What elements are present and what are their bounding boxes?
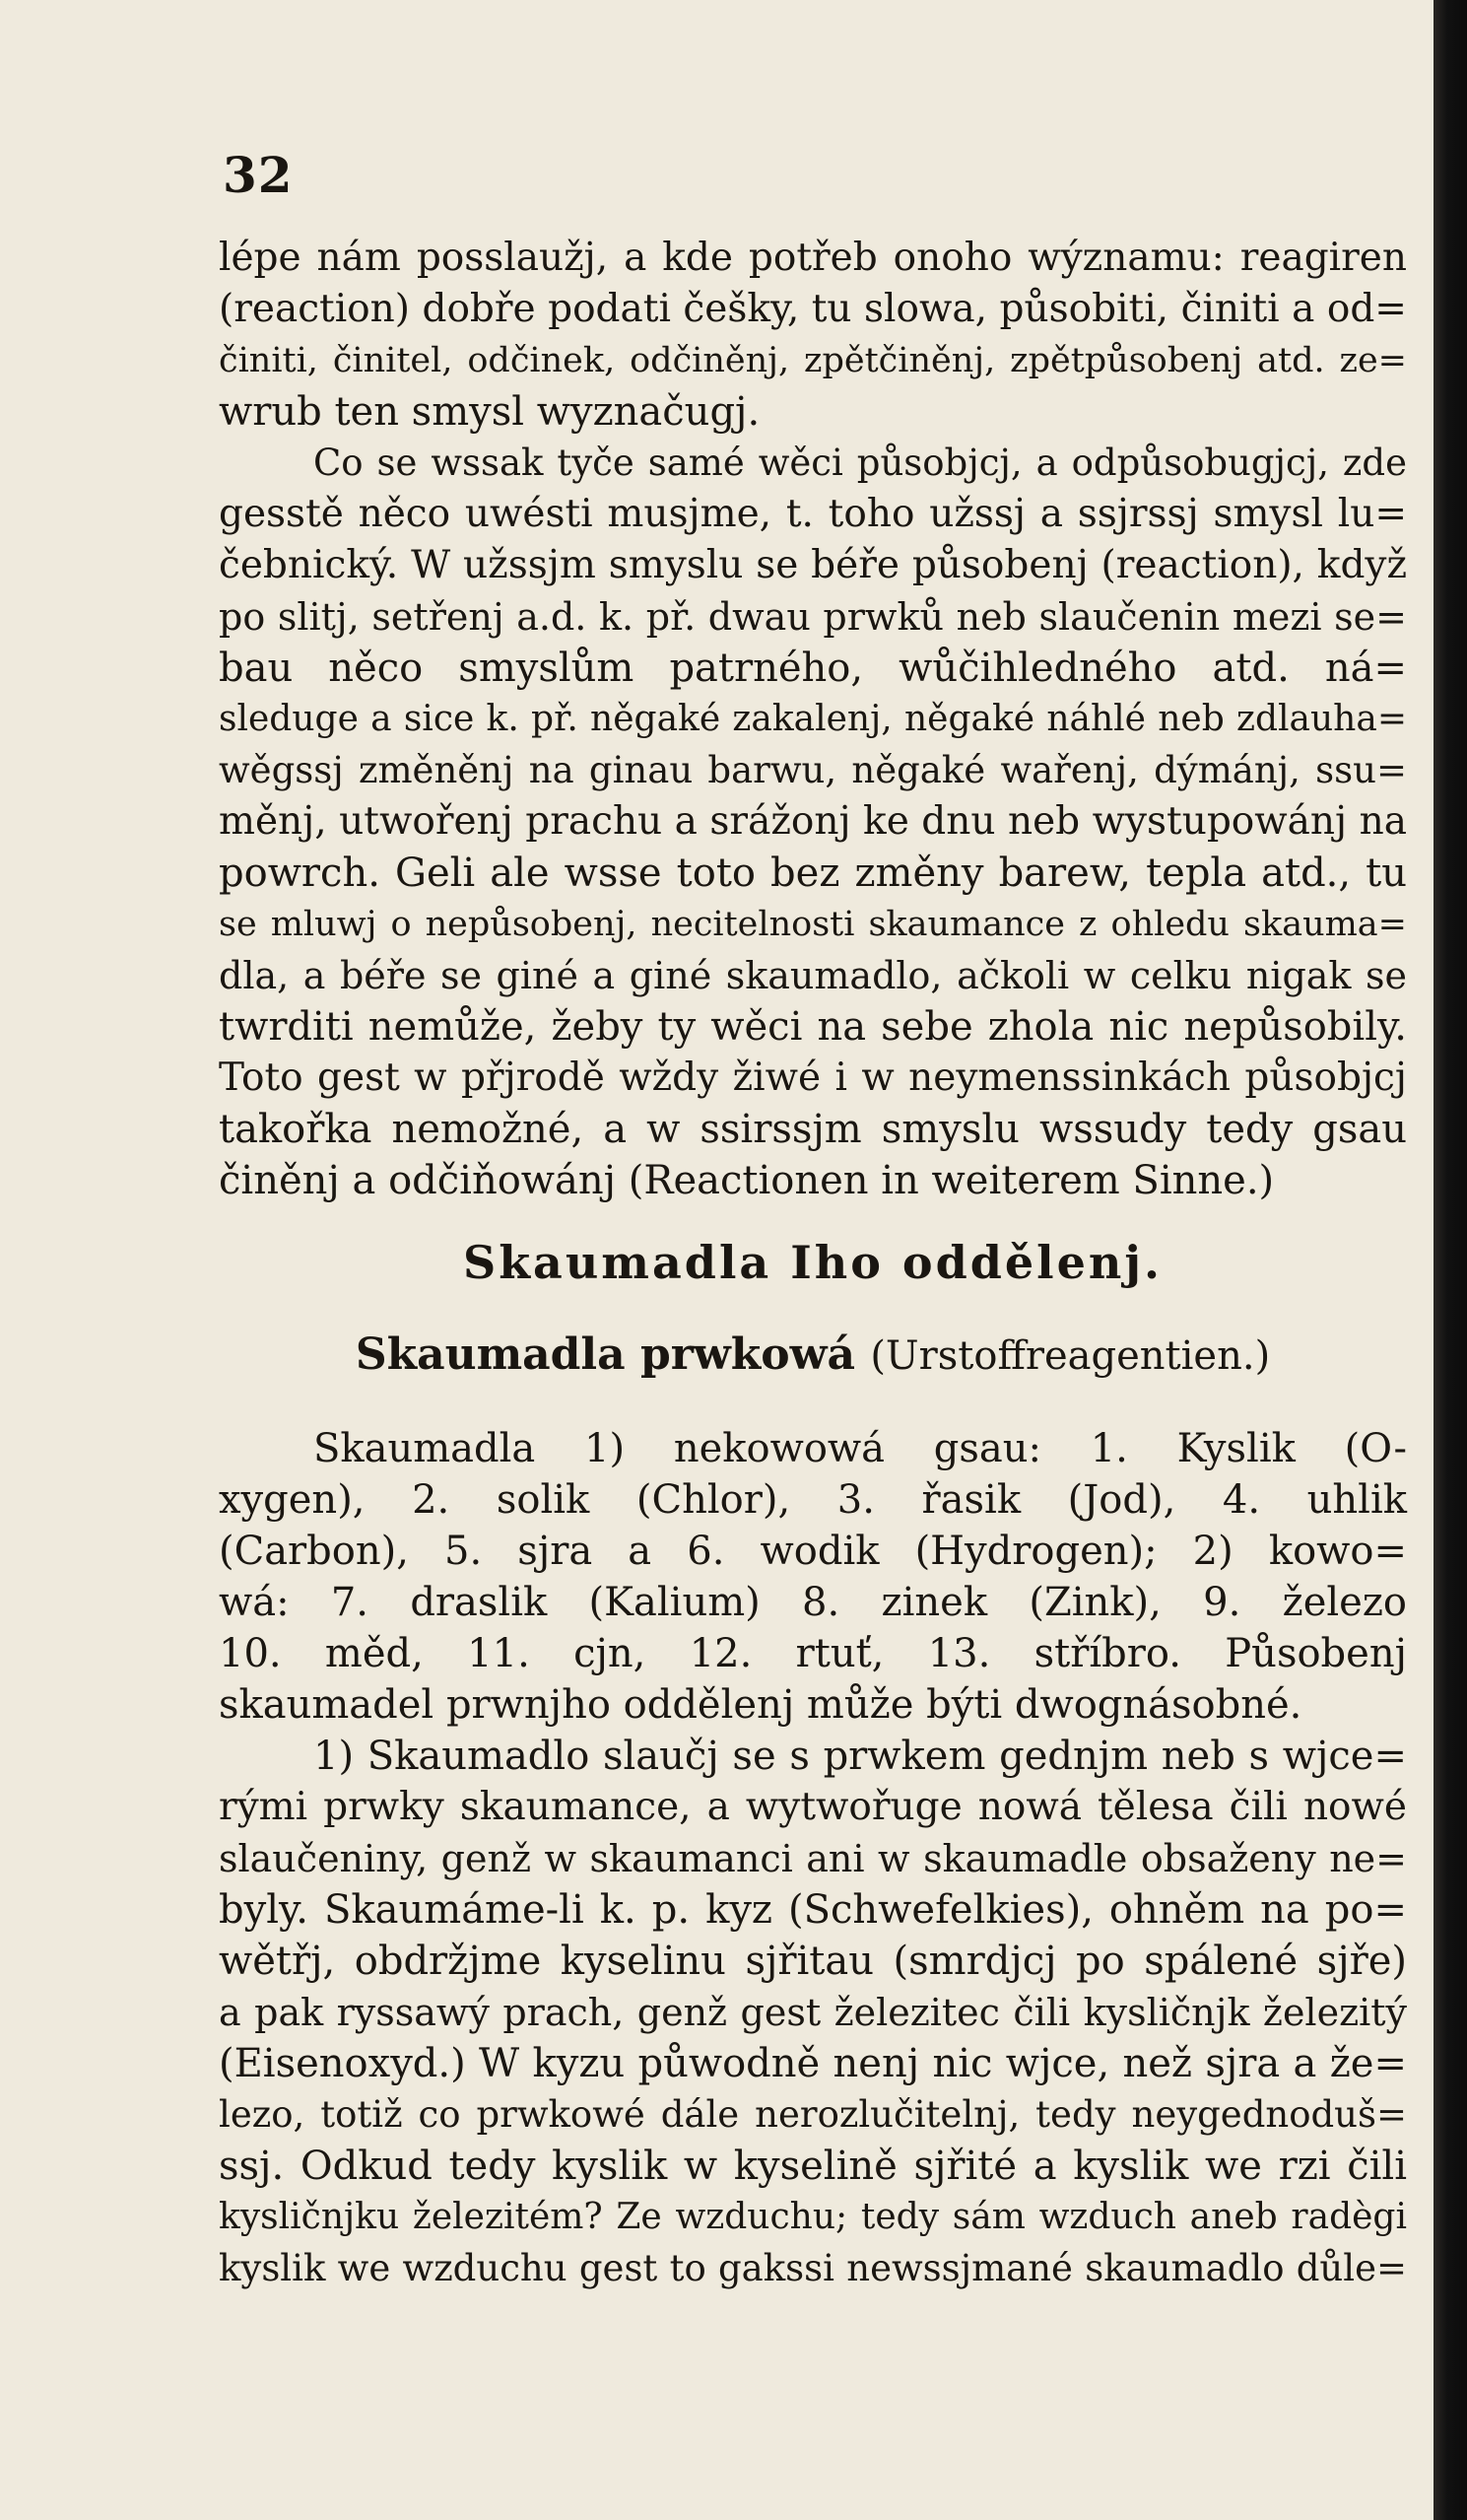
text-line: gesstě něco uwésti musjme, t. toho užssj a ssjrssj smysl lu= — [219, 492, 1407, 536]
text-line: (Eisenoxyd.) W kyzu půwodně nenj nic wjce, než sjra a že= — [219, 2041, 1407, 2086]
text-line: wětřj, obdržjme kyselinu sjřitau (smrdjcj po spálené sjře) — [219, 1939, 1407, 1984]
paragraph-3 — [219, 1423, 1407, 1731]
paragraph-1 — [219, 233, 1407, 438]
text-line: se mluwj o nepůsobenj, necitelnosti skaumance z ohledu skauma= — [219, 905, 1407, 944]
subsection-subtitle: (Urstoffreagentien.) — [870, 1333, 1271, 1379]
text-line: wrub ten smysl wyznačugj. — [219, 389, 761, 435]
text-line: takořka nemožné, a w ssirssjm smyslu wssudy tedy gsau — [219, 1107, 1407, 1152]
text-line: powrch. Geli ale wsse toto bez změny barew, tepla atd., tu — [219, 851, 1407, 896]
paragraph-2 — [219, 438, 1407, 1206]
text-line: Toto gest w přjrodě wždy žiwé i w neymenssinkách působjcj — [219, 1056, 1407, 1100]
text-line: Co se wssak tyče samé wěci působjcj, a odpůsobugjcj, zde — [313, 442, 1407, 484]
paragraph-4 — [219, 1731, 1407, 2294]
text-line: wá: 7. draslik (Kalium) 8. zinek (Zink), 9. železo — [219, 1580, 1407, 1625]
text-line: činiti, činitel, odčinek, odčiněnj, zpětčiněnj, zpětpůsobenj atd. ze= — [219, 341, 1407, 380]
text-line: rými prwky skaumance, a wytwořuge nowá tělesa čili nowé — [219, 1785, 1407, 1829]
text-line: po slitj, setřenj a.d. k. př. dwau prwků neb slaučenin mezi se= — [219, 595, 1407, 639]
text-line: slaučeniny, genž w skaumanci ani w skaumadle obsaženy ne= — [219, 1837, 1407, 1880]
text-line: Skaumadla 1) nekowowá gsau: 1. Kyslik (O- — [313, 1426, 1407, 1471]
text-line: wěgssj změněnj na ginau barwu, něgaké wařenj, dýmánj, ssu= — [219, 749, 1407, 791]
text-line: kysličnjku železitém? Ze wzduchu; tedy sám wzduch aneb radègi — [219, 2197, 1407, 2237]
book-spine-edge — [1434, 0, 1467, 2520]
text-line: (reaction) dobře podati češky, tu slowa, působiti, činiti a od= — [219, 287, 1407, 331]
text-line: bau něco smyslům patrného, wůčihledného atd. ná= — [219, 646, 1407, 691]
page-number: 32 — [223, 146, 294, 204]
text-line: lezo, totiž co prwkowé dále nerozlučitelnj, tedy neygednoduš= — [219, 2093, 1407, 2136]
text-line: 10. měd, 11. cjn, 12. rtuť, 13. stříbro. Působenj — [219, 1631, 1407, 1676]
text-line: dla, a béře se giné a giné skaumadlo, ačkoli w celku nigak se — [219, 954, 1407, 997]
text-line: a pak ryssawý prach, genž gest železitec čili kysličnjk železitý — [219, 1991, 1407, 2034]
text-line: činěnj a odčiňowánj (Reactionen in weiterem Sinne.) — [219, 1158, 1275, 1203]
text-line: (Carbon), 5. sjra a 6. wodik (Hydrogen); 2) kowo= — [219, 1529, 1407, 1574]
subsection-title: Skaumadla prwkowá — [355, 1329, 855, 1380]
text-line: 1) Skaumadlo slaučj se s prwkem gednjm neb s wjce= — [313, 1734, 1407, 1779]
text-line: xygen), 2. solik (Chlor), 3. řasik (Jod), 4. uhlik — [219, 1477, 1407, 1523]
text-line: skaumadel prwnjho oddělenj může býti dwognásobné. — [219, 1682, 1302, 1728]
text-line: sleduge a sice k. př. něgaké zakalenj, něgaké náhlé neb zdlauha= — [219, 699, 1407, 739]
text-line: ssj. Odkud tedy kyslik w kyselině sjřité a kyslik we rzi čili — [219, 2144, 1407, 2189]
text-line: kyslik we wzduchu gest to gakssi newssjmané skaumadlo důle= — [219, 2247, 1407, 2289]
text-line: byly. Skaumáme-li k. p. kyz (Schwefelkies), ohněm na po= — [219, 1887, 1407, 1933]
subsection-heading — [219, 1321, 1407, 1390]
text-line: měnj, utwořenj prachu a srážonj ke dnu neb wystupowánj na — [219, 799, 1407, 844]
page-body — [219, 233, 1407, 2294]
text-line: twrditi nemůže, žeby ty wěci na sebe zhola nic nepůsobily. — [219, 1004, 1407, 1050]
section-heading: Skaumadla Iho oddělenj. — [462, 1236, 1164, 1289]
text-line: čebnický. W užssjm smyslu se béře působenj (reaction), když — [219, 543, 1407, 587]
text-line: lépe nám posslaužj, a kde potřeb onoho wýznamu: reagiren — [219, 236, 1407, 280]
